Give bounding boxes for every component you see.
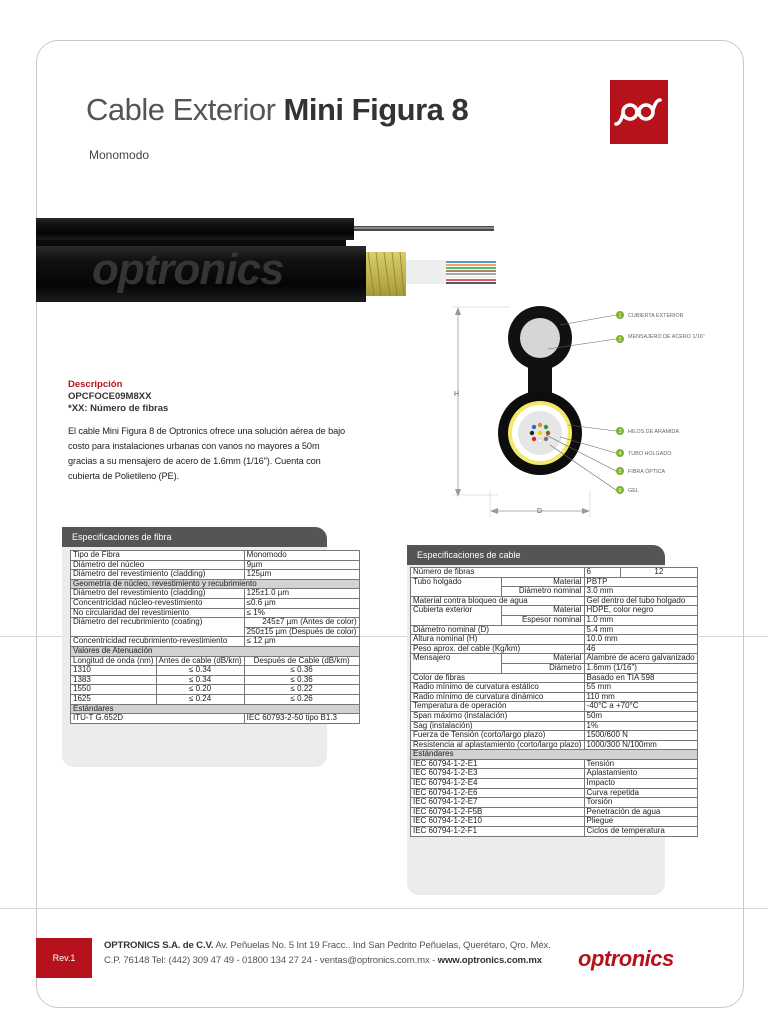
fiber-spec-header: Especificaciones de fibra [62, 527, 327, 547]
table-row [411, 654, 698, 664]
column-header: Longitud de onda (nm) [71, 656, 157, 666]
table-cell: 12 [621, 568, 698, 578]
table-cell: Penetración de agua [584, 807, 697, 817]
legend-item-5 [616, 467, 666, 475]
table-cell: 1.6mm (1/16") [584, 663, 697, 673]
table-cell: Color de fibras [411, 673, 585, 683]
revision-badge: Rev.1 [36, 938, 92, 978]
page-title [86, 92, 468, 128]
table-row [411, 798, 698, 808]
photo-brand-text: optronics [92, 245, 284, 294]
table-row [411, 702, 698, 712]
cable-spec-table [410, 567, 698, 837]
table-cell: 1000/300 N/100mm [584, 740, 697, 750]
table-cell: Cubierta exterior [411, 606, 502, 625]
legend-num: 3 [618, 429, 622, 436]
table-section-row [71, 579, 360, 589]
table-cell: Radio mínimo de curvatura estático [411, 683, 585, 693]
description-body: El cable Mini Figura 8 de Optronics ofrece una solución aérea de bajo costo para instalaciones urbanas con vanos no mayores a 50m gracias a su mensajero de acero de 1.6mm (1/16"). Cuenta con cubierta de Polietileno (PE). [68, 426, 346, 481]
table-row [411, 644, 698, 654]
footer-website-link[interactable]: www.optronics.com.mx [437, 955, 542, 966]
table-cell: Material contra bloqueo de agua [411, 596, 585, 606]
table-cell: 1383 [71, 675, 157, 685]
table-cell: Tipo de Fibra [71, 551, 245, 561]
table-cell: Altura nominal (H) [411, 635, 585, 645]
table-cell: 10.0 mm [584, 635, 697, 645]
footer-address [104, 940, 551, 951]
table-cell: Material [501, 654, 584, 664]
table-cell: ≤ 0.20 [156, 685, 244, 695]
table-cell: IEC 60794-1-2-F1 [411, 827, 585, 837]
legend-num: 2 [618, 337, 622, 344]
table-cell: Tensión [584, 759, 697, 769]
table-cell: ≤ 0.36 [244, 666, 359, 676]
fiber-count-note: *XX: Número de fibras [68, 403, 169, 414]
table-cell: Resistencia al aplastamiento (corto/largo plazo) [411, 740, 585, 750]
table-cell: ≤ 0.24 [156, 694, 244, 704]
table-cell: Curva repetida [584, 788, 697, 798]
table-cell: 245±7 µm (Antes de color) [244, 618, 359, 628]
table-cell: Tubo holgado [411, 577, 502, 596]
legend-num: 6 [618, 488, 622, 495]
legend-label: TUBO HOLGADO [628, 451, 672, 457]
cable-spec-header: Especificaciones de cable [407, 545, 665, 565]
footer-contact-text: C.P. 76148 Tel: (442) 309 47 49 - 01800 134 27 24 - ventas@optronics.com.mx - [104, 955, 438, 966]
footer-address-text: Av. Peñuelas No. 5 Int 19 Fracc.. Ind San Pedrito Peñuelas, Querétaro, Qro. Méx. [213, 940, 551, 951]
table-cell: Alambre de acero galvanizado [584, 654, 697, 664]
table-row [411, 721, 698, 731]
table-cell: IEC 60794-1-2-E4 [411, 779, 585, 789]
table-cell: Temperatura de operación [411, 702, 585, 712]
table-cell: Pliegue [584, 817, 697, 827]
table-cell: 3.0 mm [584, 587, 697, 597]
table-row [71, 608, 360, 618]
table-cell: ≤0.6 µm [244, 598, 359, 608]
table-cell: Peso aprox. del cable (Kg/km) [411, 644, 585, 654]
table-cell: Material [501, 577, 584, 587]
table-row [71, 685, 360, 695]
table-section-title: Estándares [71, 704, 360, 714]
table-header-row [71, 656, 360, 666]
table-row [71, 637, 360, 647]
table-row [71, 694, 360, 704]
table-cell: Basado en TIA 598 [584, 673, 697, 683]
table-row [411, 606, 698, 616]
table-row [411, 568, 698, 578]
table-section-title: Valores de Atenuación [71, 646, 360, 656]
table-cell: Diámetro nominal (D) [411, 625, 585, 635]
footer-logo: optronics [578, 946, 674, 971]
table-cell: HDPE, color negro [584, 606, 697, 616]
table-cell: 1% [584, 721, 697, 731]
table-cell: Diámetro nominal [501, 587, 584, 597]
table-cell: ≤ 0.22 [244, 685, 359, 695]
table-row [71, 570, 360, 580]
table-cell: ≤ 1% [244, 608, 359, 618]
table-cell: 1550 [71, 685, 157, 695]
product-code: OPCFOCE09M8XX [68, 391, 152, 402]
table-cell: 46 [584, 644, 697, 654]
table-section-row [71, 704, 360, 714]
table-cell: 9µm [244, 560, 359, 570]
fiber-spec-table [70, 550, 360, 724]
table-cell: ≤ 0.34 [156, 675, 244, 685]
table-row [71, 598, 360, 608]
table-row [71, 560, 360, 570]
column-header: Antes de cable (dB/km) [156, 656, 244, 666]
table-row [411, 817, 698, 827]
table-cell: 5.4 mm [584, 625, 697, 635]
table-cell: Aplastamiento [584, 769, 697, 779]
table-cell: Número de fibras [411, 568, 585, 578]
table-cell: 1500/600 N [584, 731, 697, 741]
table-cell: 1.0 mm [584, 615, 697, 625]
table-row [71, 618, 360, 628]
legend-item-3 [616, 427, 679, 435]
column-header: Después de Cable (dB/km) [244, 656, 359, 666]
legend-item-2 [616, 334, 705, 343]
table-cell: Span máximo (instalación) [411, 711, 585, 721]
table-cell: Mensajero [411, 654, 502, 673]
table-row [411, 788, 698, 798]
table-cell: 50m [584, 711, 697, 721]
footer-contact [104, 955, 542, 966]
table-cell: Diámetro del revestimiento (cladding) [71, 570, 245, 580]
table-cell: 125µm [244, 570, 359, 580]
legend-item-4 [616, 449, 671, 457]
table-row [71, 551, 360, 561]
table-row [411, 731, 698, 741]
table-cell: 110 mm [584, 692, 697, 702]
table-cell: IEC 60794-1-2-E3 [411, 769, 585, 779]
dim-d-label: D [537, 508, 543, 515]
table-cell: Torsión [584, 798, 697, 808]
table-row [71, 714, 360, 724]
table-row [411, 673, 698, 683]
cable-photo [36, 212, 496, 308]
table-cell: 250±15 µm (Después de color) [244, 627, 359, 637]
table-row [411, 759, 698, 769]
table-cell: Diámetro del núcleo [71, 560, 245, 570]
legend-item-6 [616, 486, 639, 494]
table-cell: Sag (instalación) [411, 721, 585, 731]
table-cell: 55 mm [584, 683, 697, 693]
table-row [411, 807, 698, 817]
table-cell: ≤ 0.34 [156, 666, 244, 676]
table-row [411, 692, 698, 702]
table-cell: Impacto [584, 779, 697, 789]
table-row [411, 769, 698, 779]
title-bold: Mini Figura 8 [283, 92, 469, 127]
table-cell: 1625 [71, 694, 157, 704]
dim-h-label: H [454, 391, 460, 398]
table-row [411, 683, 698, 693]
legend-num: 5 [618, 469, 622, 476]
table-cell: Monomodo [244, 551, 359, 561]
table-section-title: Estándares [411, 750, 698, 760]
table-row [411, 740, 698, 750]
table-row [411, 827, 698, 837]
table-row [411, 779, 698, 789]
footer-company: OPTRONICS S.A. de C.V. [104, 940, 214, 951]
legend-label: FIBRA ÓPTICA [628, 469, 666, 475]
table-cell: 125±1.0 µm [244, 589, 359, 599]
guide-line-bottom [0, 908, 768, 909]
legend-label: CUBIERTA EXTERIOR [628, 313, 684, 319]
legend-label: HILOS DE ARAMIDA [628, 429, 679, 435]
table-cell: ≤ 12 µm [244, 637, 359, 647]
cross-section-diagram [440, 295, 740, 525]
table-cell: -40°C a +70°C [584, 702, 697, 712]
table-cell: No circularidad del revestimiento [71, 608, 245, 618]
legend-label: MENSAJERO DE ACERO 1/16" [628, 334, 705, 340]
legend-item-1 [616, 311, 684, 319]
table-cell: ITU-T G.652D [71, 714, 245, 724]
brand-logo [610, 80, 668, 144]
table-row [411, 711, 698, 721]
legend-num: 1 [618, 313, 622, 320]
table-cell: Diámetro del revestimiento (cladding) [71, 589, 245, 599]
table-cell: IEC 60794-1-2-E1 [411, 759, 585, 769]
table-cell: Fuerza de Tensión (corto/largo plazo) [411, 731, 585, 741]
table-cell: IEC 60794-1-2-E10 [411, 817, 585, 827]
table-section-title: Geometría de núcleo, revestimiento y recubrimiento [71, 579, 360, 589]
table-cell: IEC 60794-1-2-E6 [411, 788, 585, 798]
table-cell: ≤ 0.36 [244, 675, 359, 685]
table-cell: Concentricidad recubrimiento-revestimiento [71, 637, 245, 647]
brand-mark-icon [610, 80, 668, 144]
table-row [411, 635, 698, 645]
table-cell: PBTP [584, 577, 697, 587]
table-cell: IEC 60794-1-2-F5B [411, 807, 585, 817]
table-cell: 6 [584, 568, 621, 578]
table-row [411, 596, 698, 606]
table-row [71, 675, 360, 685]
legend-num: 4 [618, 451, 622, 458]
table-row [411, 625, 698, 635]
table-cell: Diámetro [501, 663, 584, 673]
table-cell: IEC 60794-1-2-E7 [411, 798, 585, 808]
table-section-row [71, 646, 360, 656]
table-cell: Ciclos de temperatura [584, 827, 697, 837]
page-subtitle: Monomodo [89, 148, 150, 162]
table-cell: Material [501, 606, 584, 616]
table-cell: Radio mínimo de curvatura dinámico [411, 692, 585, 702]
legend-label: GEL [628, 488, 639, 494]
table-row [71, 666, 360, 676]
table-cell: Diámetro del recubrimiento (coating) [71, 618, 245, 637]
table-cell: Espesor nominal [501, 615, 584, 625]
table-cell: IEC 60793-2-50 tipo B1.3 [244, 714, 359, 724]
table-section-row [411, 750, 698, 760]
title-light: Cable Exterior [86, 92, 276, 127]
fiber-spec-panel [62, 527, 357, 767]
table-cell: 1310 [71, 666, 157, 676]
table-cell: Gel dentro del tubo holgado [584, 596, 697, 606]
table-row [411, 577, 698, 587]
table-row [71, 589, 360, 599]
cable-spec-panel [407, 545, 695, 895]
table-cell: ≤ 0.26 [244, 694, 359, 704]
description-heading: Descripción [68, 379, 123, 390]
table-cell: Concentricidad núcleo-revestimiento [71, 598, 245, 608]
